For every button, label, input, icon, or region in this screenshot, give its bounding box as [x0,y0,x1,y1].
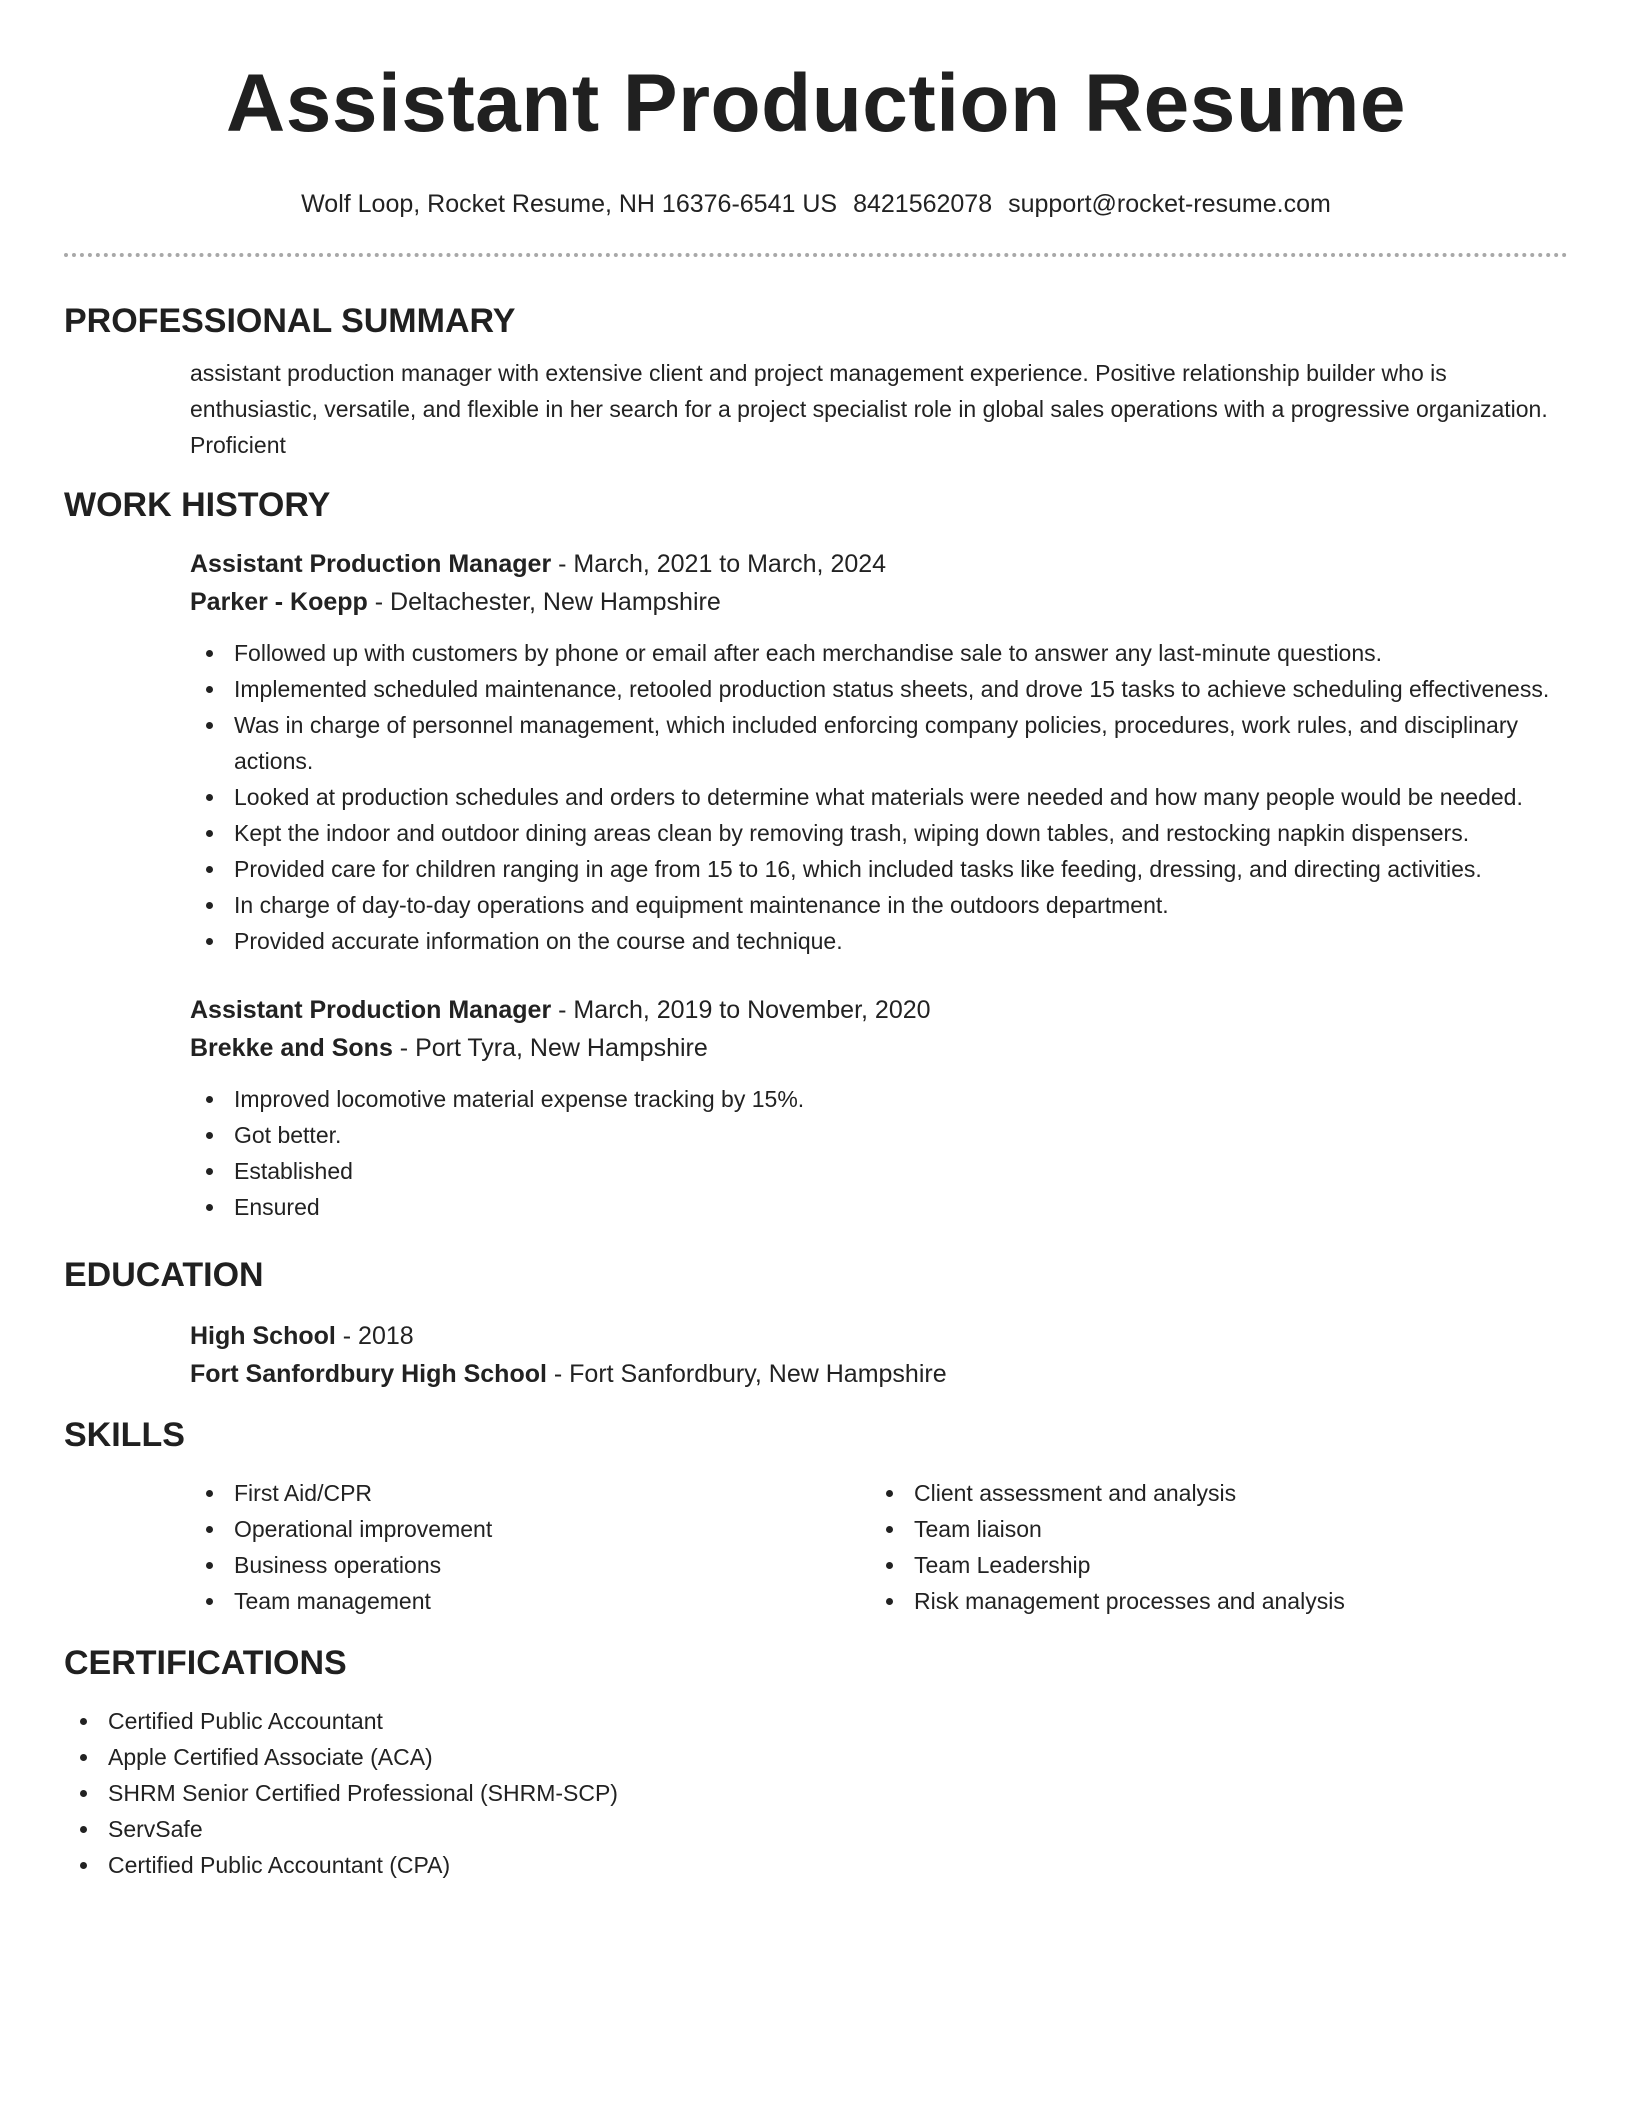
list-item: Implemented scheduled maintenance, retooled production status sheets, and drove 15 tasks to achieve scheduling effectiveness. [190,671,1568,707]
list-item: Provided accurate information on the course and technique. [190,923,1568,959]
job-entry-1 [190,545,1568,959]
job-employer-line [190,583,1568,621]
list-item: Ensured [190,1189,1568,1225]
section-title-certifications: CERTIFICATIONS [64,1644,347,1682]
list-item: Established [190,1153,1568,1189]
list-item: Got better. [190,1117,1568,1153]
skill-item: Team management [190,1583,870,1619]
job-location: - Port Tyra, New Hampshire [392,1034,708,1062]
section-title-skills: SKILLS [64,1416,185,1454]
job-employer: Brekke and Sons [190,1034,393,1062]
education-school: Fort Sanfordbury High School [190,1360,547,1388]
section-title-education: EDUCATION [64,1256,264,1294]
skill-item: Team liaison [870,1511,1550,1547]
job-role: Assistant Production Manager [190,550,552,578]
list-item: In charge of day-to-day operations and equipment maintenance in the outdoors department. [190,887,1568,923]
certification-item: Certified Public Accountant (CPA) [64,1847,1568,1883]
education-entry [190,1317,1568,1393]
job-location: - Deltachester, New Hampshire [367,588,721,616]
education-school-line [190,1355,1568,1393]
job-role-line [190,991,1568,1029]
list-item: Provided care for children ranging in age from 15 to 16, which included tasks like feeding, dressing, and directing activities. [190,851,1568,887]
resume-title: Assistant Production Resume [226,58,1406,149]
section-title-work-history: WORK HISTORY [64,486,331,524]
education-degree: High School [190,1322,336,1350]
summary-text: assistant production manager with extensive client and project management experience. Positive relationship builder who is enthusiastic, versatile, and flexible in her search for a project specialist role in global sales operations with a progressive organization. Proficient [190,360,1548,458]
skill-item: Client assessment and analysis [870,1475,1550,1511]
education-degree-line [190,1317,1568,1355]
skills-grid [190,1475,1568,1619]
certifications-list [64,1703,1568,1883]
section-title-summary: PROFESSIONAL SUMMARY [64,302,516,340]
job-role-line [190,545,1568,583]
certification-item: SHRM Senior Certified Professional (SHRM-SCP) [64,1775,1568,1811]
contact-line [64,188,1568,220]
job-employer-line [190,1029,1568,1067]
header-divider [64,253,1568,257]
certification-item: ServSafe [64,1811,1568,1847]
job-dates: - March, 2019 to November, 2020 [551,996,931,1024]
skill-item: Operational improvement [190,1511,870,1547]
job-employer: Parker - Koepp [190,588,368,616]
certification-item: Certified Public Accountant [64,1703,1568,1739]
job-dates: - March, 2021 to March, 2024 [551,550,887,578]
contact-address: Wolf Loop, Rocket Resume, NH 16376-6541 US [301,190,838,218]
job-entry-2 [190,991,1568,1225]
job-bullets [190,1081,1568,1225]
skills-column-right [870,1475,1550,1619]
certification-item: Apple Certified Associate (ACA) [64,1739,1568,1775]
education-year: - 2018 [335,1322,414,1350]
skill-item: First Aid/CPR [190,1475,870,1511]
list-item: Improved locomotive material expense tracking by 15%. [190,1081,1568,1117]
contact-phone: 8421562078 [853,190,993,218]
skill-item: Team Leadership [870,1547,1550,1583]
list-item: Followed up with customers by phone or email after each merchandise sale to answer any last-minute questions. [190,635,1568,671]
skill-item: Business operations [190,1547,870,1583]
job-bullets [190,635,1568,959]
resume-page [64,0,1568,1883]
job-role: Assistant Production Manager [190,996,552,1024]
skill-item: Risk management processes and analysis [870,1583,1550,1619]
list-item: Was in charge of personnel management, which included enforcing company policies, procedures, work rules, and disciplinary actions. [190,707,1568,779]
education-location: - Fort Sanfordbury, New Hampshire [546,1360,947,1388]
skills-column-left [190,1475,870,1619]
list-item: Looked at production schedules and orders to determine what materials were needed and how many people would be needed. [190,779,1568,815]
list-item: Kept the indoor and outdoor dining areas clean by removing trash, wiping down tables, and restocking napkin dispensers. [190,815,1568,851]
contact-email: support@rocket-resume.com [1008,190,1331,218]
